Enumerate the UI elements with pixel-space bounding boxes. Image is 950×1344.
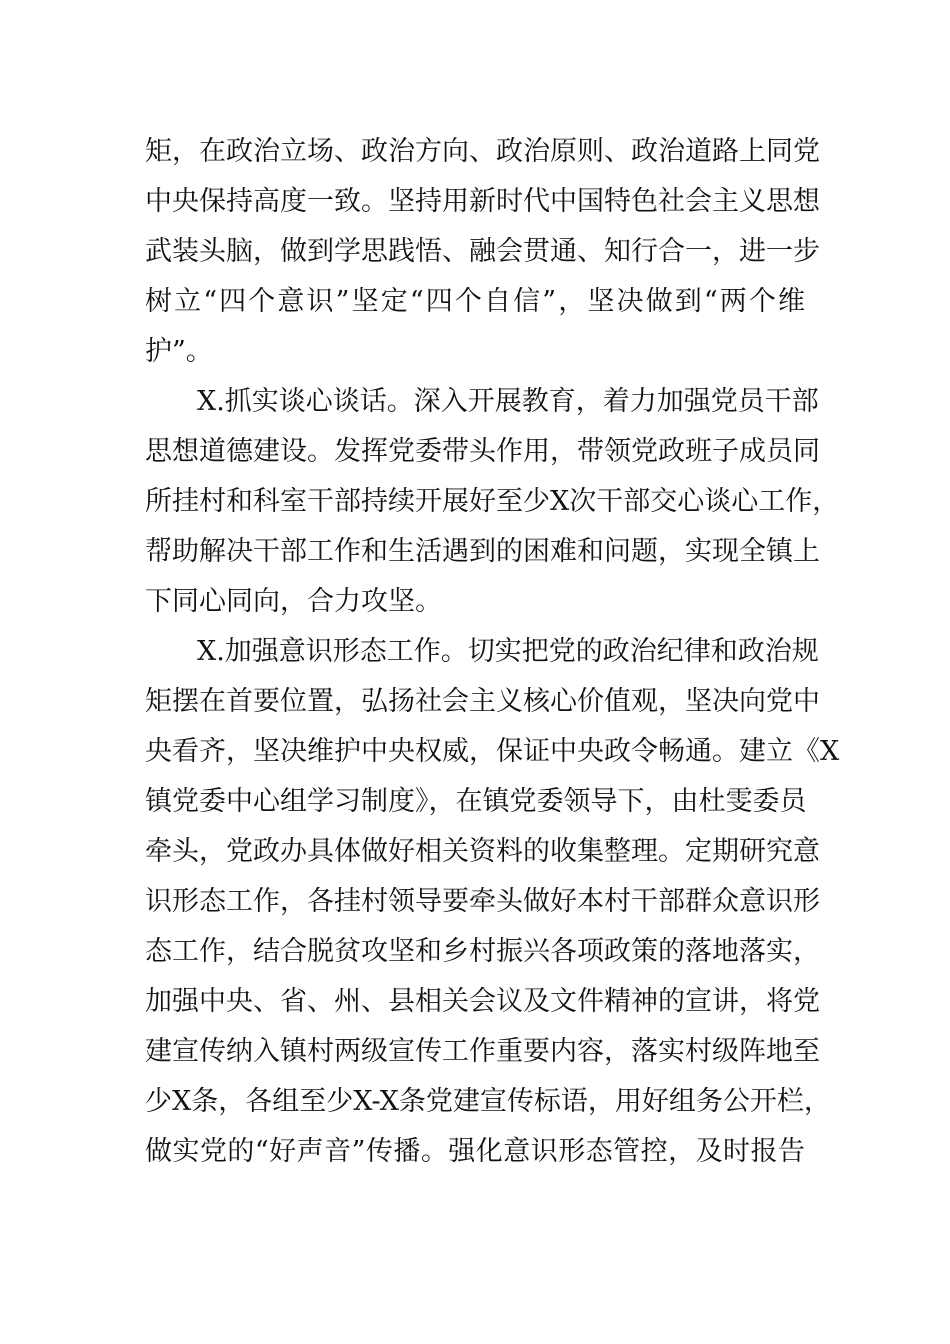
paragraph-3-line-11: 做实党的“好声音”传播。强化意识形态管控，及时报告 (145, 1136, 805, 1167)
paragraph-1-line-3: 武装头脑，做到学思践悟、融会贯通、知行合一，进一步 (145, 236, 820, 267)
paragraph-3-line-4: 镇党委中心组学习制度》，在镇党委领导下，由杜雯委员 (145, 786, 807, 817)
paragraph-3-line-2: 矩摆在首要位置，弘扬社会主义核心价值观，坚决向党中 (145, 686, 820, 717)
paragraph-2-line-1: X.抓实谈心谈话。深入开展教育，着力加强党员干部 (197, 386, 819, 417)
paragraph-2-line-5: 下同心同向，合力攻坚。 (145, 586, 442, 617)
paragraph-3-line-6: 识形态工作，各挂村领导要牵头做好本村干部群众意识形 (145, 886, 820, 917)
paragraph-3-line-3: 央看齐，坚决维护中央权威，保证中央政令畅通。建立《X (145, 736, 840, 767)
paragraph-2-line-4: 帮助解决干部工作和生活遇到的困难和问题，实现全镇上 (145, 536, 820, 567)
paragraph-1-line-1: 矩，在政治立场、政治方向、政治原则、政治道路上同党 (145, 136, 820, 167)
paragraph-3-line-10: 少X条，各组至少X-X条党建宣传标语，用好组务公开栏， (145, 1086, 831, 1117)
paragraph-1-line-4: 树立“四个意识”坚定“四个自信”，坚决做到“两个维 (145, 286, 805, 317)
paragraph-3-line-5: 牵头，党政办具体做好相关资料的收集整理。定期研究意 (145, 836, 820, 867)
paragraph-3-line-8: 加强中央、省、州、县相关会议及文件精神的宣讲，将党 (145, 986, 820, 1017)
paragraph-3-line-1: X.加强意识形态工作。切实把党的政治纪律和政治规 (197, 636, 819, 667)
paragraph-3-line-7: 态工作，结合脱贫攻坚和乡村振兴各项政策的落地落实， (145, 936, 820, 967)
paragraph-1-line-2: 中央保持高度一致。坚持用新时代中国特色社会主义思想 (145, 186, 820, 217)
paragraph-3-line-9: 建宣传纳入镇村两级宣传工作重要内容，落实村级阵地至 (145, 1036, 820, 1067)
paragraph-1-line-5: 护”。 (145, 336, 213, 367)
paragraph-2-line-2: 思想道德建设。发挥党委带头作用，带领党政班子成员同 (145, 436, 820, 467)
paragraph-2-line-3: 所挂村和科室干部持续开展好至少X次干部交心谈心工作， (145, 486, 840, 517)
